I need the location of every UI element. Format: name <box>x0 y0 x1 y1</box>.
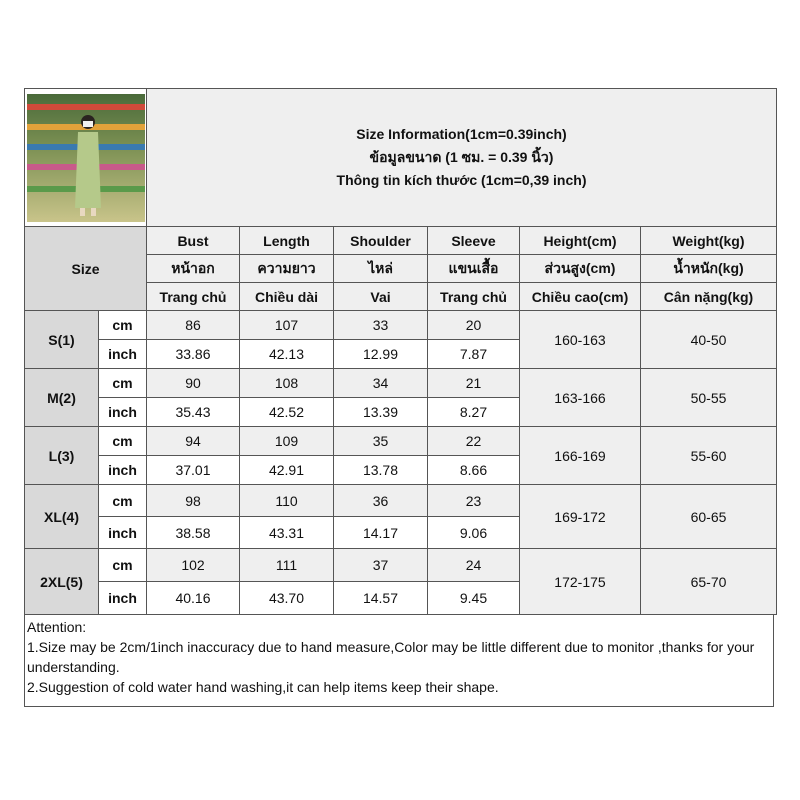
cell-length-cm: 107 <box>240 311 334 340</box>
cell-sleeve-cm: 20 <box>428 311 520 340</box>
col-weight-vi: Cân nặng(kg) <box>641 283 777 311</box>
title-line-english: Size Information(1cm=0.39inch) <box>356 126 567 142</box>
cell-length-cm: 111 <box>240 549 334 582</box>
size-heading: Size <box>25 227 147 311</box>
product-photo <box>25 89 147 227</box>
cell-bust-inch: 33.86 <box>147 340 240 369</box>
unit-inch: inch <box>99 398 147 427</box>
size-chart <box>24 88 776 707</box>
cell-length-inch: 43.70 <box>240 582 334 615</box>
cell-shoulder-cm: 37 <box>334 549 428 582</box>
size-label-l: L(3) <box>25 427 99 485</box>
cell-shoulder-inch: 13.78 <box>334 456 428 485</box>
col-sleeve-vi: Trang chủ <box>428 283 520 311</box>
cell-shoulder-inch: 14.57 <box>334 582 428 615</box>
cell-bust-inch: 35.43 <box>147 398 240 427</box>
cell-sleeve-inch: 8.66 <box>428 456 520 485</box>
cell-shoulder-cm: 34 <box>334 369 428 398</box>
unit-cm: cm <box>99 549 147 582</box>
cell-weight: 65-70 <box>641 549 777 615</box>
cell-sleeve-cm: 21 <box>428 369 520 398</box>
size-table <box>24 88 777 615</box>
cell-weight: 60-65 <box>641 485 777 549</box>
col-shoulder-th: ไหล่ <box>334 255 428 283</box>
cell-shoulder-inch: 13.39 <box>334 398 428 427</box>
attention-note-1: 1.Size may be 2cm/1inch inaccuracy due to hand measure,Color may be little different due to monitor ,thanks for your understanding. <box>27 639 755 675</box>
cell-height: 160-163 <box>520 311 641 369</box>
cell-sleeve-cm: 24 <box>428 549 520 582</box>
cell-bust-cm: 98 <box>147 485 240 517</box>
unit-cm: cm <box>99 427 147 456</box>
cell-weight: 50-55 <box>641 369 777 427</box>
cell-bust-inch: 38.58 <box>147 517 240 549</box>
cell-shoulder-cm: 33 <box>334 311 428 340</box>
col-sleeve-en: Sleeve <box>428 227 520 255</box>
cell-shoulder-cm: 36 <box>334 485 428 517</box>
size-label-s: S(1) <box>25 311 99 369</box>
cell-weight: 40-50 <box>641 311 777 369</box>
col-height-en: Height(cm) <box>520 227 641 255</box>
cell-bust-inch: 40.16 <box>147 582 240 615</box>
cell-shoulder-cm: 35 <box>334 427 428 456</box>
col-height-vi: Chiều cao(cm) <box>520 283 641 311</box>
cell-sleeve-cm: 22 <box>428 427 520 456</box>
cell-length-cm: 109 <box>240 427 334 456</box>
cell-sleeve-inch: 8.27 <box>428 398 520 427</box>
col-length-vi: Chiều dài <box>240 283 334 311</box>
size-label-m: M(2) <box>25 369 99 427</box>
cell-bust-cm: 94 <box>147 427 240 456</box>
unit-inch: inch <box>99 582 147 615</box>
cell-length-inch: 42.13 <box>240 340 334 369</box>
title-line-vietnamese: Thông tin kích thước (1cm=0,39 inch) <box>336 172 587 188</box>
attention-notes <box>24 615 774 707</box>
attention-heading: Attention: <box>27 619 87 635</box>
col-bust-th: หน้าอก <box>147 255 240 283</box>
cell-length-cm: 110 <box>240 485 334 517</box>
cell-height: 169-172 <box>520 485 641 549</box>
col-length-th: ความยาว <box>240 255 334 283</box>
cell-sleeve-inch: 9.06 <box>428 517 520 549</box>
unit-inch: inch <box>99 456 147 485</box>
col-height-th: ส่วนสูง(cm) <box>520 255 641 283</box>
product-photo-image <box>27 94 145 222</box>
attention-note-2: 2.Suggestion of cold water hand washing,it can help items keep their shape. <box>27 679 499 695</box>
cell-bust-cm: 102 <box>147 549 240 582</box>
col-length-en: Length <box>240 227 334 255</box>
unit-cm: cm <box>99 311 147 340</box>
unit-inch: inch <box>99 340 147 369</box>
cell-sleeve-cm: 23 <box>428 485 520 517</box>
cell-bust-inch: 37.01 <box>147 456 240 485</box>
title-line-thai: ข้อมูลขนาด (1 ซม. = 0.39 นิ้ว) <box>369 149 554 165</box>
col-weight-th: น้ำหนัก(kg) <box>641 255 777 283</box>
cell-length-cm: 108 <box>240 369 334 398</box>
title-block <box>147 89 777 227</box>
cell-shoulder-inch: 14.17 <box>334 517 428 549</box>
unit-cm: cm <box>99 485 147 517</box>
size-label-2xl: 2XL(5) <box>25 549 99 615</box>
cell-sleeve-inch: 7.87 <box>428 340 520 369</box>
col-bust-en: Bust <box>147 227 240 255</box>
cell-bust-cm: 90 <box>147 369 240 398</box>
col-shoulder-en: Shoulder <box>334 227 428 255</box>
cell-length-inch: 42.52 <box>240 398 334 427</box>
cell-height: 172-175 <box>520 549 641 615</box>
col-bust-vi: Trang chủ <box>147 283 240 311</box>
unit-inch: inch <box>99 517 147 549</box>
unit-cm: cm <box>99 369 147 398</box>
cell-shoulder-inch: 12.99 <box>334 340 428 369</box>
cell-height: 163-166 <box>520 369 641 427</box>
cell-height: 166-169 <box>520 427 641 485</box>
cell-bust-cm: 86 <box>147 311 240 340</box>
cell-length-inch: 43.31 <box>240 517 334 549</box>
model-figure-icon <box>71 112 105 216</box>
cell-sleeve-inch: 9.45 <box>428 582 520 615</box>
col-shoulder-vi: Vai <box>334 283 428 311</box>
col-weight-en: Weight(kg) <box>641 227 777 255</box>
col-sleeve-th: แขนเสื้อ <box>428 255 520 283</box>
size-label-xl: XL(4) <box>25 485 99 549</box>
cell-length-inch: 42.91 <box>240 456 334 485</box>
cell-weight: 55-60 <box>641 427 777 485</box>
